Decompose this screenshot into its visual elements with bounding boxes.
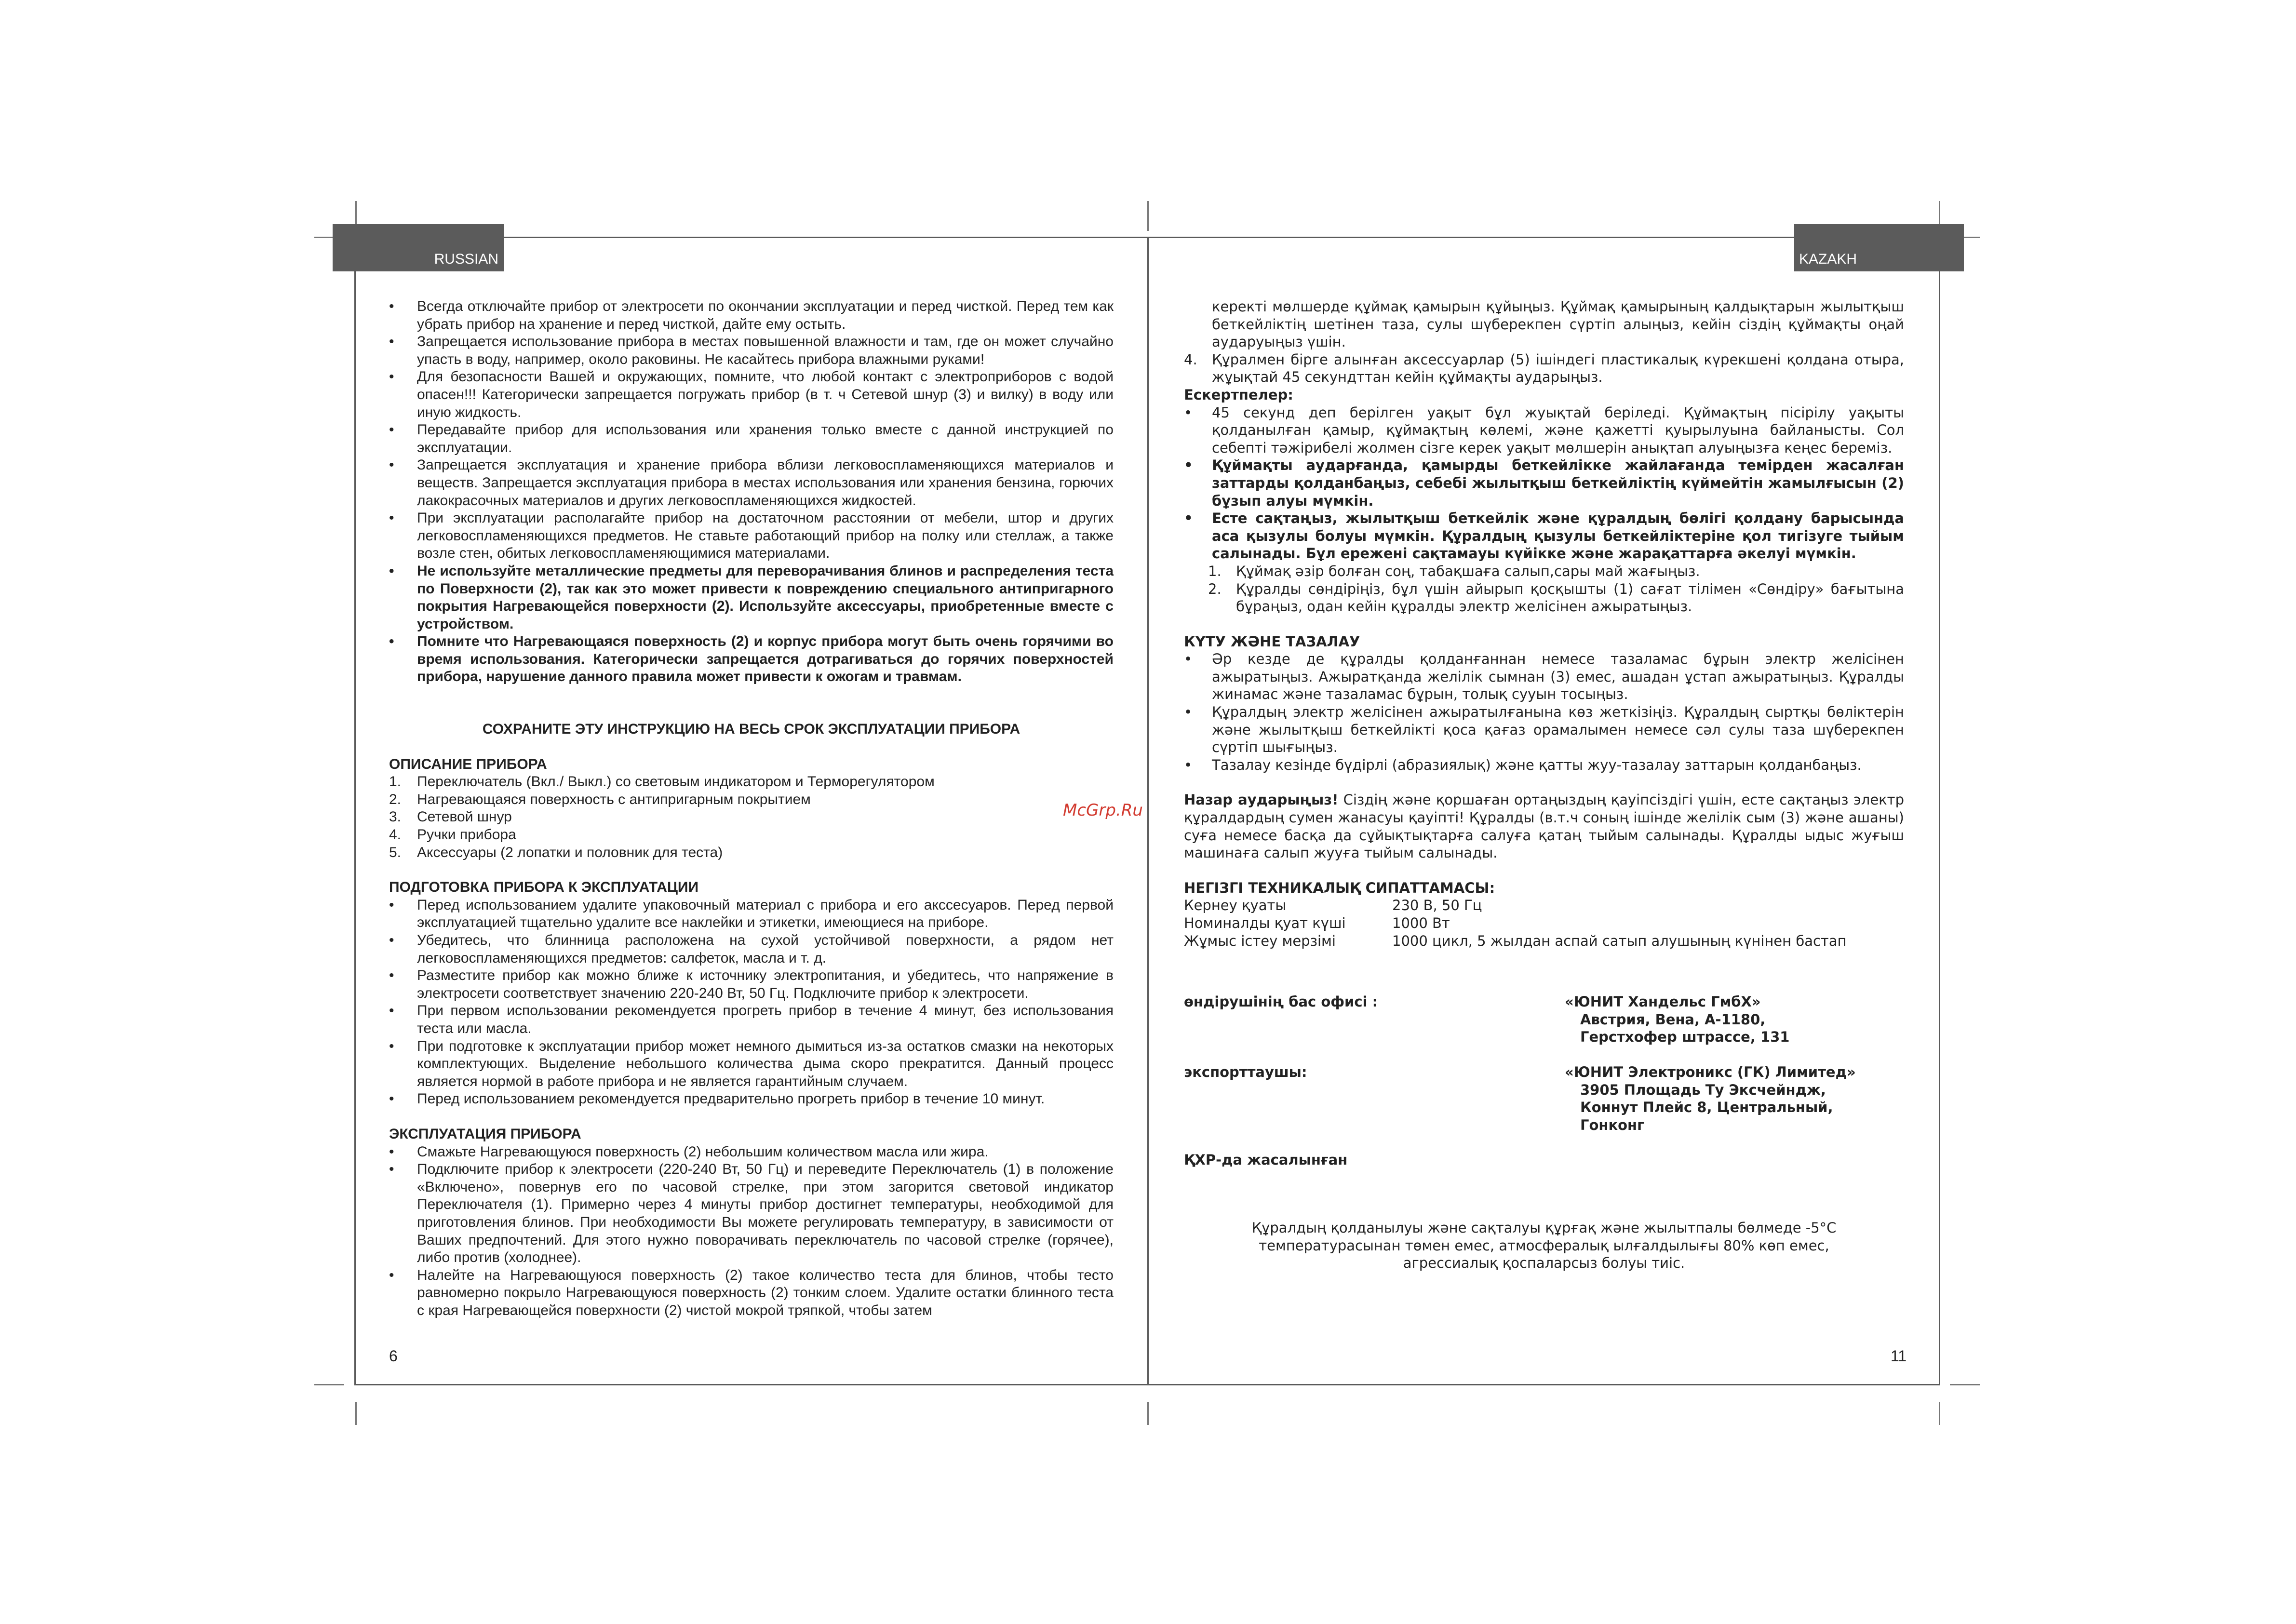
crop-mark: [355, 1402, 357, 1425]
list-item: • Әр кезде де құралды қолданғаннан немесе тазаламас бұрын электр желісінен ажыратыңыз. Ажыратқанда желілік сымнан (3) емес, ашадан ұстап ажыратыңыз. Құралды жинамас және тазаламас бұрын, толық сууын тосыңыз.: [1184, 650, 1904, 703]
crop-mark: [1939, 1402, 1940, 1425]
watermark: McGrp.Ru: [1063, 801, 1143, 820]
tab-label: RUSSIAN: [434, 251, 498, 267]
list-item: • Перед использованием удалите упаковочный материал с прибора и его акссесуаров. Перед первой эксплуатацией тщательно удалите все наклейки и этикетки, имеющиеся на приборе.: [389, 897, 1114, 932]
tab-label: KAZAKH: [1799, 251, 1857, 267]
description-title: ОПИСАНИЕ ПРИБОРА: [389, 756, 547, 772]
list-item: 1. Құймақ әзір болған соң, табақшаға салып,сары май жағыңыз.: [1208, 563, 1700, 579]
left-page-column: [389, 298, 1114, 1319]
use-list: [389, 1143, 1114, 1320]
list-item: • Құралдың электр желісінен ажыратылғанына көз жеткізіңіз. Құралдың сыртқы бөліктерін және жылытқыш беткейлікті қоса қағаз орамалымен немесе сәл сулы таза шүберекпен сүртіп шығыңыз.: [1184, 703, 1904, 756]
list-item: • Тазалау кезінде бүдірлі (абразиялық) және қатты жуу-тазалау заттарын қолданбаңыз.: [1184, 756, 1904, 774]
spec-row: Номиналды қуат күші 1000 Вт: [1184, 915, 1450, 931]
page-number-right: 11: [1891, 1347, 1907, 1365]
list-item: 2. Құралды сөндіріңіз, бұл үшін айырып қосқышты (1) сағат тілімен «Сөндіру» бағытына бұраңыз, одан кейін құралды электр желісінен ажыратыңыз.: [1208, 580, 1904, 615]
list-item: • Налейте на Нагревающуюся поверхность (2) такое количество теста для блинов, чтобы тесто равномерно покрыло Нагревающуюся поверхность (2) тонким слоем. Удалите остатки блинного теста с края Нагревающейся поверхности (2) чистой мокрой тряпкой, чтобы затем: [389, 1267, 1114, 1320]
crop-mark: [1147, 1402, 1149, 1425]
attention-text: Сіздің және қоршаған ортаңыздың қауіпсіздігі үшін, есте сақтаңыз электр құралдардың сумен жанасуы қауіпті! Құралды (в.т.ч соның ішінде желілік сым (3) және ашаны) суға немесе басқа да сұйықтықтарға салуға қатаң тыйым салынады. Құралды ыдыс жуғыш машинаға салып жууға тыйым салынады.: [1184, 792, 1904, 861]
step-number: 4.: [1184, 351, 1197, 368]
manufacturer-block: [1184, 993, 1904, 1046]
use-title: ЭКСПЛУАТАЦИЯ ПРИБОРА: [389, 1126, 581, 1142]
crop-mark: [1950, 1384, 1980, 1385]
center-divider: [1147, 237, 1149, 1385]
list-item: • Есте сақтаңыз, жылытқыш беткейлік және құралдың бөлігі қолдану барысында аса қызулы болуы мүмкін. Құралдың қызулы беткейліктеріне қол тигізуге тыйым салынады. Бұл ережені сақтамауы күйікке және жарақаттарға әкелуі мүмкін.: [1184, 510, 1904, 563]
manufacturer-address: «ЮНИТ Хандельс ГмбХ» Австрия, Вена, А-1180, Герстхофер штрассе, 131: [1565, 993, 1790, 1046]
list-item: • Перед использованием рекомендуется предварительно прогреть прибор в течение 10 минут.: [389, 1090, 1114, 1108]
attention-paragraph: [1184, 791, 1904, 861]
list-item: • При первом использовании рекомендуется прогреть прибор в течение 4 минут, без использования теста или масла.: [389, 1002, 1114, 1037]
list-item: 4. Ручки прибора: [389, 827, 516, 843]
list-item: • Запрещается использование прибора в местах повышенной влажности и там, где он может случайно упасть в воду, например, около раковины. Не касайтесь прибора влажными руками!: [389, 333, 1114, 368]
spec-row: Жұмыс істеу мерзімі 1000 цикл, 5 жылдан аспай сатып алушының күнінен бастап: [1184, 932, 1847, 949]
list-item: • Передавайте прибор для использования или хранения только вместе с данной инструкцией по эксплуатации.: [389, 421, 1114, 456]
notes-title: Ескертпелер:: [1184, 386, 1293, 403]
list-item: 1. Переключатель (Вкл./ Выкл.) со световым индикатором и Терморегулятором: [389, 774, 935, 790]
exporter-label: экспорттаушы:: [1184, 1063, 1307, 1080]
list-item: 2. Нагревающаяся поверхность с антипригарным покрытием: [389, 791, 811, 807]
list-item: • Разместите прибор как можно ближе к источнику электропитания, и убедитесь, что напряжение в электросети соответствует значению 220-240 Вт, 50 Гц. Подключите прибор к электросети.: [389, 967, 1114, 1002]
list-item: • При эксплуатации располагайте прибор на достаточном расстоянии от мебели, штор и других легковоспламеняющихся предметов. Не ставьте работающий прибор на полку или стеллаж, а также возле стен, обитых легковоспламеняющимися материалами.: [389, 510, 1114, 563]
description-list: [389, 773, 1114, 861]
prep-list: [389, 897, 1114, 1108]
care-list: [1184, 650, 1904, 774]
specs-title: НЕГІЗГІ ТЕХНИКАЛЫҚ СИПАТТАМАСЫ:: [1184, 879, 1495, 896]
list-item: • Для безопасности Вашей и окружающих, помните, что любой контакт с электроприборов с водой опасен!!! Категорически запрещается погружать прибор (в т. ч Сетевой шнур (3) и вилку) в воду или иную жидкость.: [389, 368, 1114, 421]
step-text: Құралмен бірге алынған аксессуарлар (5) ішіндегі пластикалық күрекшені қолдана отыра, жұықтай 45 секундттан кейін құймақты аударыңыз.: [1212, 351, 1904, 386]
list-item: • Помните что Нагревающаяся поверхность (2) и корпус прибора могут быть очень горячими во время использования. Категорически запрещается дотрагиваться до горячих поверхностей прибора, нарушение данного правила может привести к ожогам и травмам.: [389, 633, 1114, 686]
manufacturer-label: өндірушінің бас офисі :: [1184, 993, 1378, 1010]
made-in: ҚХР-да жасалынған: [1184, 1152, 1348, 1168]
prep-title: ПОДГОТОВКА ПРИБОРА К ЭКСПЛУАТАЦИИ: [389, 879, 699, 896]
crop-mark: [314, 1384, 344, 1385]
specs-table: [1184, 897, 1904, 950]
list-item: • Подключите прибор к электросети (220-240 Вт, 50 Гц) и переведите Переключатель (1) в положение «Включено», повернув его по часовой стрелке, при этом загорится световой индикатор Переключателя (1). Примерно через 4 минуты прибор достигнет температуры, необходимой для приготовления блинов. При необходимости Вы можете регулировать температуру, в зависимости от Ваших предпочтений. Для этого нужно поворачивать переключатель по часовой стрелке (горячее), либо против (холоднее).: [389, 1161, 1114, 1267]
list-item: • 45 секунд деп берілген уақыт бұл жуықтай беріледі. Құймақтың пісірілу уақыты қолданылған қамыр, құймақтың көлемі, және қажетті қуырылуына байланысты. Сол себепті тәжірибелі жолмен сізге керек уақыт мөлшерін анықтап алуыңызға кеңес береміз.: [1184, 404, 1904, 457]
language-tab-kazakh: [1794, 224, 1964, 271]
exporter-block: [1184, 1063, 1904, 1134]
exporter-address: «ЮНИТ Электроникс (ГК) Лимитед» 3905 Площадь Ту Эксчейндж, Коннут Плейс 8, Центральный, Гонконг: [1565, 1063, 1856, 1133]
safety-list: [389, 298, 1114, 686]
care-title: КҮТУ ЖӘНЕ ТАЗАЛАУ: [1184, 633, 1360, 650]
list-item: • Всегда отключайте прибор от электросети по окончании эксплуатации и перед чисткой. Перед тем как убрать прибор на хранение и перед чисткой, дайте ему остыть.: [389, 298, 1114, 333]
notes-list: [1184, 404, 1904, 563]
list-item: • Не используйте металлические предметы для переворачивания блинов и распределения теста по Поверхности (2), так как это может привести к повреждению специального антипригарного покрытия Нагревающейся поверхности (2). Используйте аксессуары, приобретенные вместе с устройством.: [389, 563, 1114, 633]
list-item: • Убедитесь, что блинница расположена на сухой устойчивой поверхности, а рядом нет легковоспламеняющихся предметов: салфеток, масла и т. д.: [389, 932, 1114, 967]
language-tab-russian: [333, 224, 504, 271]
list-item: • Запрещается эксплуатация и хранение прибора вблизи легковоспламеняющихся материалов и веществ. Запрещается эксплуатация прибора в местах использования или хранения бензина, горючих лакокрасочных материалов и других легковоспламеняющихся жидкостей.: [389, 456, 1114, 510]
continuation-text: керекті мөлшерде құймақ қамырын құйыңыз. Құймақ қамырының қалдықтарын жылытқыш беткейліктің шетінен таза, сулы шүберекпен сүртіп алыңыз, кейін сіздің құймақты оңай аударуыңыз үшін.: [1212, 298, 1904, 350]
spec-row: Кернеу қуаты 230 В, 50 Гц: [1184, 897, 1482, 914]
page-number-left: 6: [389, 1347, 398, 1365]
save-notice: СОХРАНИТЕ ЭТУ ИНСТРУКЦИЮ НА ВЕСЬ СРОК ЭКСПЛУАТАЦИИ ПРИБОРА: [482, 721, 1020, 738]
storage-note: Құралдың қолданылуы және сақталуы құрғақ және жылытпалы бөлмеде -5°С температурасынан төмен емес, атмосфералық ылғалдылығы 80% көп емес, агрессиалық қоспаларсыз болуы тиіс.: [1251, 1219, 1837, 1272]
list-item: • При подготовке к эксплуатации прибор может немного дымиться из-за остатков смазки на некоторых комплектующих. Выделение небольшого количества дыма скоро прекратится. Данный процесс является нормой в работе прибора и не является гарантийным случаем.: [389, 1038, 1114, 1091]
crop-mark: [1147, 201, 1149, 231]
list-item: 5. Аксессуары (2 лопатки и половник для теста): [389, 844, 723, 860]
list-item: • Смажьте Нагревающуюся поверхность (2) небольшим количеством масла или жира.: [389, 1143, 1114, 1161]
step-4: [1184, 351, 1904, 386]
sub-steps-list: [1208, 563, 1904, 616]
list-item: • Құймақты аударғанда, қамырды беткейлікке жайлағанда темірден жасалған заттарды қолданбаңыз, себебі жылытқыш беткейліктің күймейтін жамылғысын (2) бұзып алуы мүмкін.: [1184, 456, 1904, 510]
right-page-column: [1184, 298, 1904, 1272]
list-item: 3. Сетевой шнур: [389, 809, 512, 825]
attention-label: Назар аударыңыз!: [1184, 792, 1339, 808]
